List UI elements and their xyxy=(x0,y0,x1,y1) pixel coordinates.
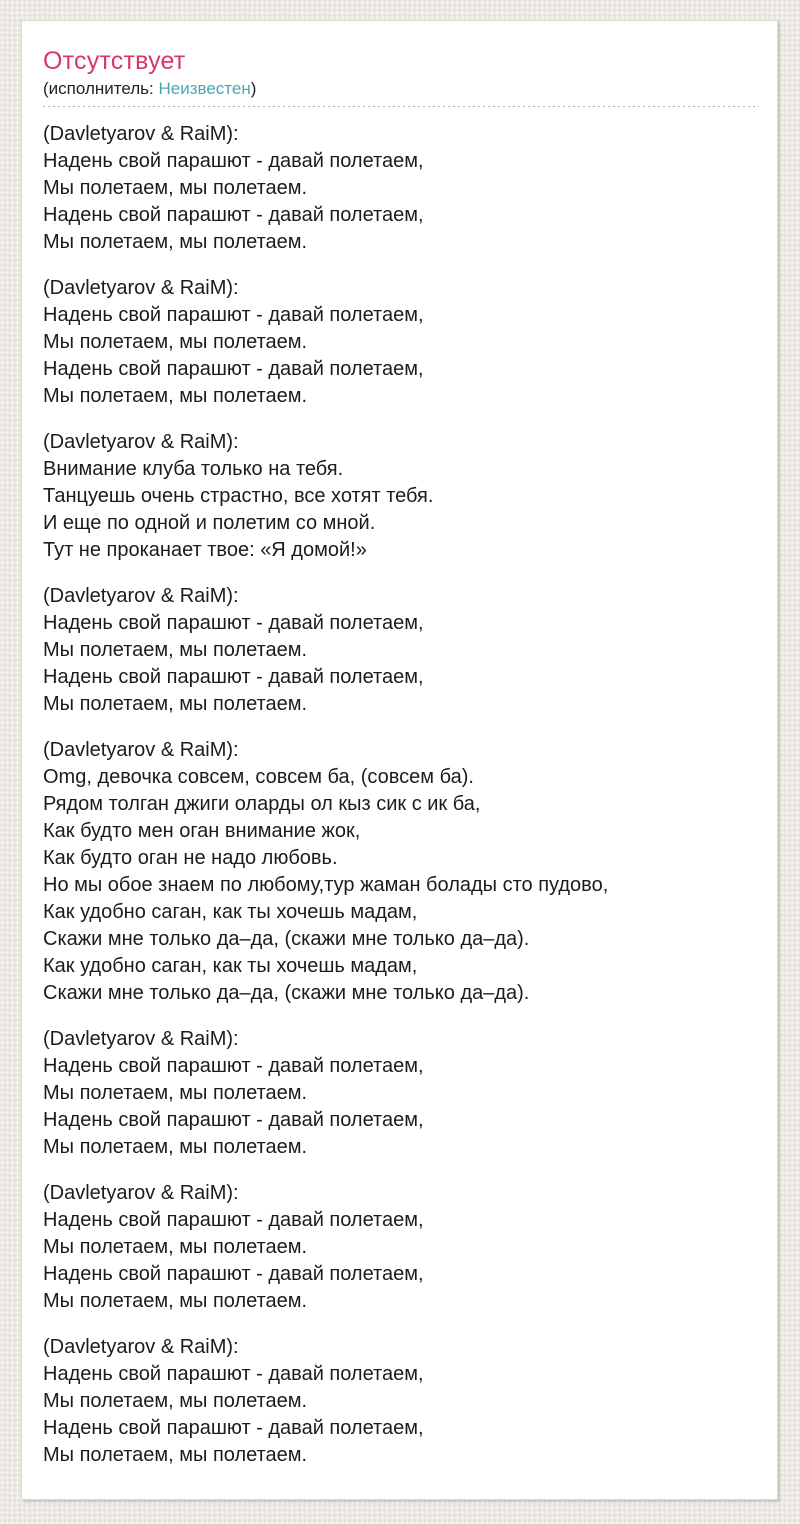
lyrics-line: Тут не проканает твое: «Я домой!» xyxy=(43,539,367,562)
lyrics-line: Мы полетаем, мы полетаем. xyxy=(43,331,308,354)
lyrics-line: Надень свой парашют - давай полетаем, xyxy=(43,204,424,227)
lyrics-line: (Davletyarov & RaiM): xyxy=(43,431,239,454)
lyrics-line: Скажи мне только да–да, (скажи мне только да–да). xyxy=(43,928,530,951)
song-header xyxy=(43,47,759,107)
artist-line xyxy=(43,79,759,99)
artist-close-paren: ) xyxy=(250,78,257,98)
lyrics-line: Мы полетаем, мы полетаем. xyxy=(43,1290,308,1313)
lyrics-line: Мы полетаем, мы полетаем. xyxy=(43,1390,308,1413)
lyrics-line: Надень свой парашют - давай полетаем, xyxy=(43,1363,424,1386)
lyrics-line: Как будто оган не надо любовь. xyxy=(43,847,338,870)
lyrics-line: (Davletyarov & RaiM): xyxy=(43,739,239,762)
lyrics-line: Мы полетаем, мы полетаем. xyxy=(43,693,308,716)
artist-link[interactable]: Неизвестен xyxy=(158,78,251,98)
lyrics-line: (Davletyarov & RaiM): xyxy=(43,277,239,300)
lyrics-line: Надень свой парашют - давай полетаем, xyxy=(43,1209,424,1232)
lyrics-line: Мы полетаем, мы полетаем. xyxy=(43,1444,308,1467)
lyrics-line: Внимание клуба только на тебя. xyxy=(43,458,344,481)
lyrics-line: Мы полетаем, мы полетаем. xyxy=(43,385,308,408)
lyrics-line: (Davletyarov & RaiM): xyxy=(43,123,239,146)
lyrics-block xyxy=(43,275,759,410)
song-title: Отсутствует xyxy=(43,47,186,75)
artist-label: (исполнитель: xyxy=(43,78,159,98)
lyrics-line: Как удобно саган, как ты хочешь мадам, xyxy=(43,955,418,978)
lyrics-line: (Davletyarov & RaiM): xyxy=(43,1028,239,1051)
lyrics-line: Как будто мен оган внимание жок, xyxy=(43,820,361,843)
lyrics-card xyxy=(21,20,778,1500)
lyrics-line: Надень свой парашют - давай полетаем, xyxy=(43,666,424,689)
lyrics-block xyxy=(43,1180,759,1315)
lyrics-line: Но мы обое знаем по любому,тур жаман болады сто пудово, xyxy=(43,874,609,897)
lyrics-line: (Davletyarov & RaiM): xyxy=(43,1336,239,1359)
lyrics-line: Мы полетаем, мы полетаем. xyxy=(43,177,308,200)
lyrics-line: Надень свой парашют - давай полетаем, xyxy=(43,358,424,381)
lyrics-line: Надень свой парашют - давай полетаем, xyxy=(43,1417,424,1440)
lyrics-text xyxy=(43,121,759,1469)
lyrics-line: Надень свой парашют - давай полетаем, xyxy=(43,1109,424,1132)
lyrics-line: Надень свой парашют - давай полетаем, xyxy=(43,150,424,173)
lyrics-line: Скажи мне только да–да, (скажи мне только да–да). xyxy=(43,982,530,1005)
lyrics-block xyxy=(43,429,759,564)
lyrics-line: Мы полетаем, мы полетаем. xyxy=(43,231,308,254)
lyrics-block xyxy=(43,121,759,256)
lyrics-line: (Davletyarov & RaiM): xyxy=(43,585,239,608)
lyrics-line: Надень свой парашют - давай полетаем, xyxy=(43,1055,424,1078)
lyrics-block xyxy=(43,737,759,1007)
lyrics-line: Мы полетаем, мы полетаем. xyxy=(43,639,308,662)
lyrics-line: Надень свой парашют - давай полетаем, xyxy=(43,304,424,327)
lyrics-line: Мы полетаем, мы полетаем. xyxy=(43,1236,308,1259)
lyrics-line: Как удобно саган, как ты хочешь мадам, xyxy=(43,901,418,924)
lyrics-line: И еще по одной и полетим со мной. xyxy=(43,512,376,535)
lyrics-line: Omg, девочка совсем, совсем ба, (совсем ба). xyxy=(43,766,474,789)
lyrics-block xyxy=(43,1334,759,1469)
lyrics-line: Надень свой парашют - давай полетаем, xyxy=(43,1263,424,1286)
lyrics-line: Мы полетаем, мы полетаем. xyxy=(43,1136,308,1159)
lyrics-line: Рядом толган джиги оларды ол кыз сик с ик ба, xyxy=(43,793,481,816)
lyrics-line: Танцуешь очень страстно, все хотят тебя. xyxy=(43,485,434,508)
lyrics-block xyxy=(43,583,759,718)
lyrics-block xyxy=(43,1026,759,1161)
lyrics-line: Мы полетаем, мы полетаем. xyxy=(43,1082,308,1105)
lyrics-line: (Davletyarov & RaiM): xyxy=(43,1182,239,1205)
lyrics-line: Надень свой парашют - давай полетаем, xyxy=(43,612,424,635)
